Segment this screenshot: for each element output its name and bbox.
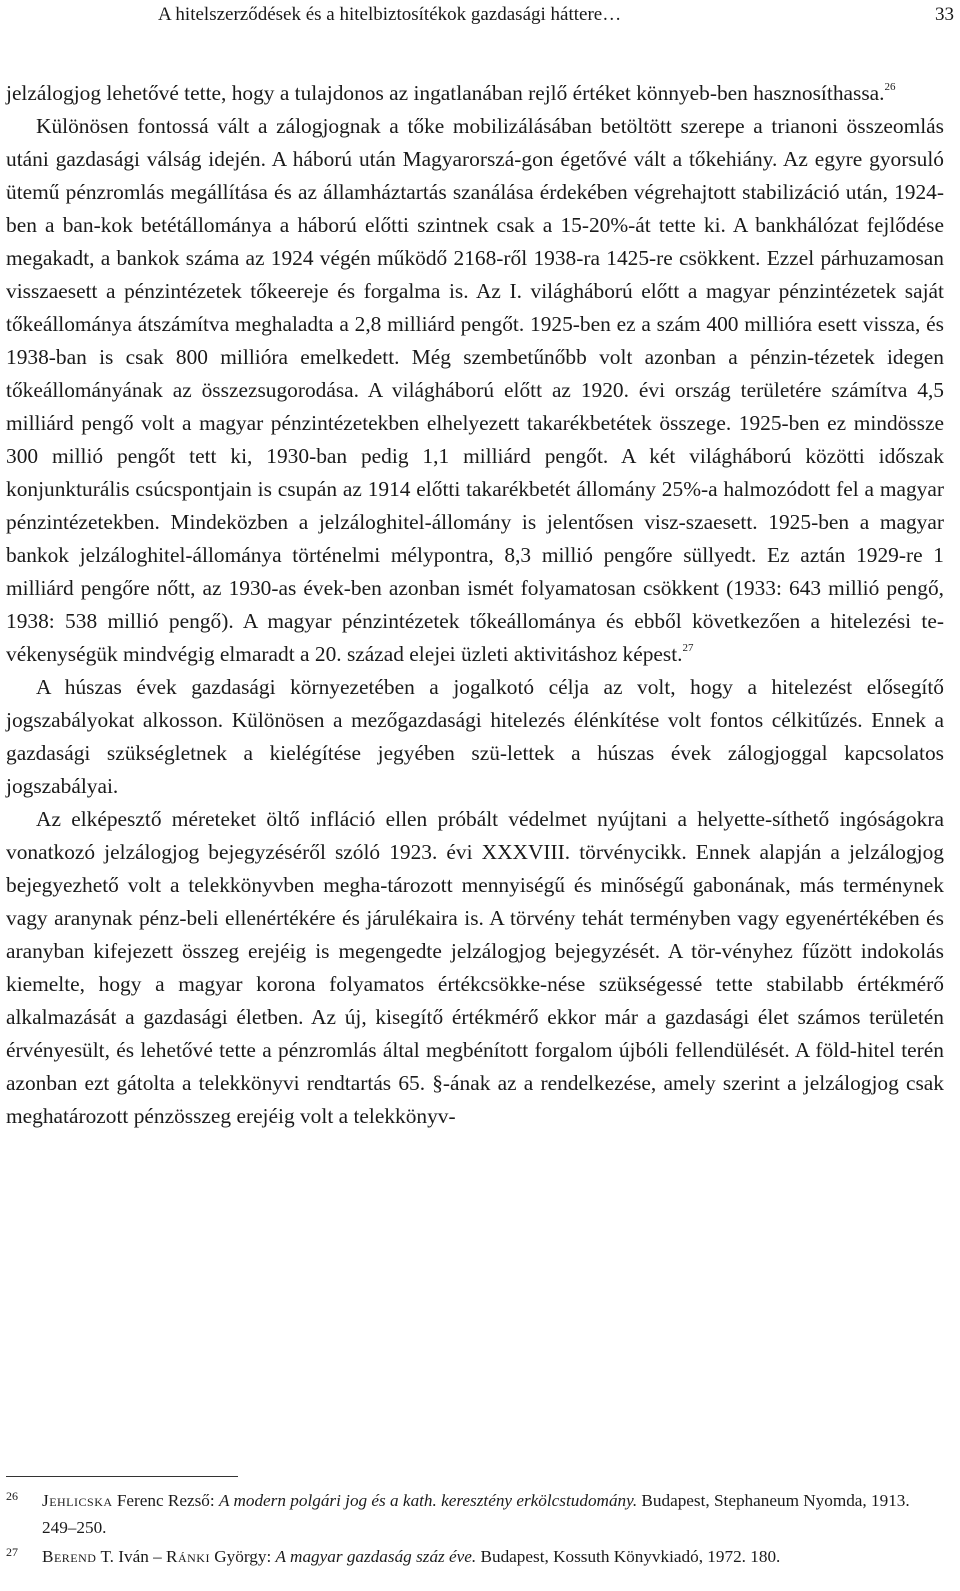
footnote-27 <box>6 1543 944 1570</box>
footnote-author-rest: T. Iván – <box>96 1547 166 1566</box>
footnote-ref-26[interactable]: 26 <box>884 80 896 93</box>
paragraph-2-text: Különösen fontossá vált a zálogjognak a tőke mobilizálásában betöltött szerepe a trianoni összeomlás utáni gazdasági válság idején. A háború után Magyarorszá-gon égetővé vált a tőkehiány. Az egyre gyorsuló ütemű pénzromlás megállítása és az államháztartás szanálása érdekében végrehajtott stabilizáció után, 1924-ben a ban-kok betétállománya a háború előtti szintnek csak a 15-20%-át tette ki. A bankhálózat fejlődése megakadt, a bankok száma az 1924 végén működő 2168-ről 1938-ra 1425-re csökkent. Ezzel párhuzamosan visszaesett a pénzintézetek tőkeereje és forgalma is. Az I. világháború előtt a magyar pénzintézetek saját tőkeállománya átszámítva meghaladta a 2,8 milliárd pengőt. 1925-ben ez a szám 400 millióra esett vissza, és 1938-ban is csak 800 millióra emelkedett. Még szembetűnőbb volt azonban a pénzin-tézetek idegen tőkeállományának az összezsugorodása. A világháború előtt az 1920. évi ország területére számítva 4,5 milliárd pengő volt a magyar pénzintézetekben elhelyezett takarékbetétek összege. 1925-ben ez mindössze 300 millió pengőt tett ki, 1930-ban pedig 1,1 milliárd pengőt. A két világháború közötti időszak konjunkturális csúcspontjain is csupán az 1914 előtti takarékbetét állomány 25%-a halmozódott fel a magyar pénzintézetekben. Mindeközben a jelzáloghitel-állomány is jelentősen visz-szaesett. 1925-ben a magyar bankok jelzáloghitel-állománya történelmi mélypontra, 8,3 millió pengőre süllyedt. Ez aztán 1929-re 1 milliárd pengőre nőtt, az 1930-as évek-ben azonban ismét folyamatosan csökkent (1933: 643 millió pengő, 1938: 538 millió pengő). A magyar pénzintézetek tőkeállománya és ebből következően a hitelezési te-vékenységük mindvégig elmaradt a 20. század elejei üzleti aktivitáshoz képest. <box>6 114 944 666</box>
footnote-26 <box>6 1487 944 1541</box>
footnote-author-rest: Ferenc Rezső: <box>112 1491 219 1510</box>
footnote-number: 26 <box>6 1489 18 1503</box>
paragraph-2 <box>6 110 944 671</box>
page-number: 33 <box>935 4 954 25</box>
paragraph-1 <box>6 77 944 110</box>
footnote-author: Jehlicska <box>42 1491 113 1510</box>
footnotes <box>6 1487 944 1572</box>
paragraph-3: A húszas évek gazdasági környezetében a jogalkotó célja az volt, hogy a hitelezést elősegítő jogszabályokat alkosson. Különösen a mezőgazdasági hitelezés élénkítése volt fontos célkitűzés. Ennek a gazdasági szükségletnek a kielégítése jegyében szü-lettek a húszas évek zálogjoggal kapcsolatos jogszabályai. <box>6 675 944 798</box>
footnote-ref-27[interactable]: 27 <box>682 641 694 654</box>
footnote-title: A modern polgári jog és a kath. keresztény erkölcstudomány. <box>218 1491 638 1510</box>
footnote-publication: Budapest, Stephaneum Nyomda, 1913. 249–250. <box>42 1491 910 1537</box>
footnote-separator <box>6 1476 238 1477</box>
footnote-author-2: Ránki <box>166 1547 210 1566</box>
footnote-number: 27 <box>6 1545 18 1559</box>
footnote-publication: Budapest, Kossuth Könyvkiadó, 1972. 180. <box>476 1547 781 1566</box>
footnote-author-2-rest: György: <box>209 1547 276 1566</box>
footnote-title: A magyar gazdaság száz éve. <box>275 1547 477 1566</box>
running-title: A hitelszerződések és a hitelbiztosítékok gazdasági háttere… <box>158 4 622 25</box>
paragraph-1-text: jelzálogjog lehetővé tette, hogy a tulajdonos az ingatlanában rejlő értéket könnyeb-ben hasznosíthassa. <box>6 81 885 105</box>
running-header <box>0 2 960 30</box>
footnote-author: Berend <box>42 1547 97 1566</box>
body-text <box>6 77 944 1133</box>
paragraph-4: Az elképesztő méreteket öltő infláció ellen próbált védelmet nyújtani a helyette-síthető ingóságokra vonatkozó jelzálogjog bejegyzéséről szóló 1923. évi XXXVIII. törvénycikk. Ennek alapján a jelzálogjog bejegyezhető volt a telekkönyvben megha-tározott mennyiségű és minőségű gabonának, más terménynek vagy aranynak pénz-beli ellenértékére és járulékaira is. A törvény tehát terményben vagy egyenértékében és aranyban kifejezett összeg erejéig is megengedte jelzálogjog bejegyzését. A tör-vényhez fűzött indokolás kiemelte, hogy a magyar korona folyamatos értékcsökke-nése szükségessé tette stabilabb értékmérő alkalmazását a gazdasági életben. Az új, kisegítő értékmérő ekkor már a gazdasági élet számos területén érvényesült, és lehetővé tette a pénzromlás által megbénított forgalom újbóli fellendülését. A föld-hitel terén azonban ezt gátolta a telekkönyvi rendtartás 65. §-ának az a rendelkezése, amely szerint a jelzálogjog csak meghatározott pénzösszeg erejéig volt a telekkönyv- <box>6 807 944 1128</box>
